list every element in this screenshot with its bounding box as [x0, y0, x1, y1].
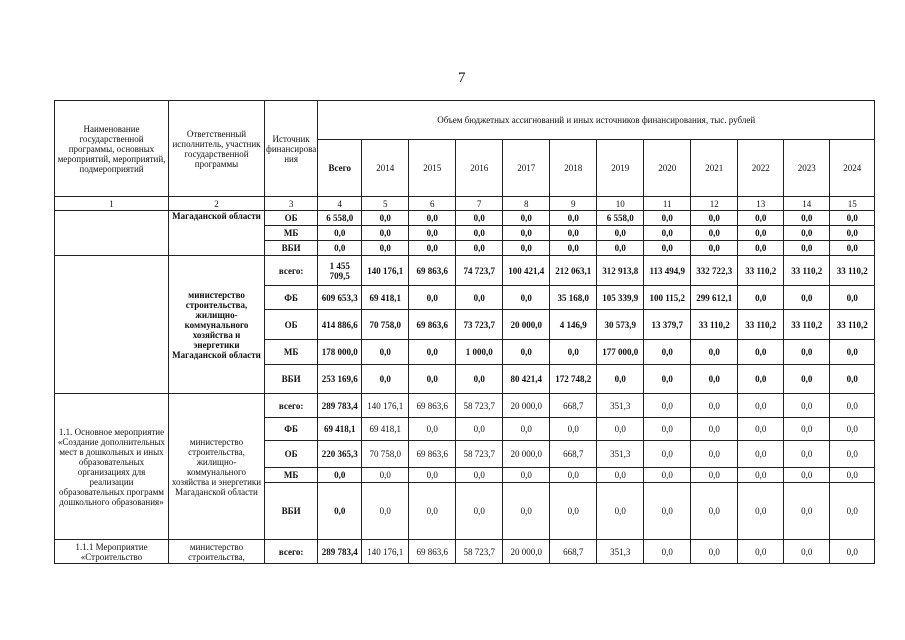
value-cell: 0,0	[738, 483, 784, 540]
value-cell: 0,0	[503, 286, 550, 310]
value-cell: 80 421,4	[503, 365, 550, 394]
value-cell: 0,0	[830, 211, 875, 226]
value-cell: 0,0	[691, 241, 738, 256]
value-cell: 0,0	[456, 211, 503, 226]
value-cell: 4 146,9	[550, 310, 597, 340]
value-cell: 0,0	[738, 394, 784, 418]
value-cell: 0,0	[738, 441, 784, 468]
item-name-cell: 1.1.1 Мероприятие «Строительство	[55, 540, 169, 564]
table-row	[55, 211, 875, 226]
value-cell: 289 783,4	[318, 394, 362, 418]
value-cell: 212 063,1	[550, 256, 597, 286]
column-number: 3	[265, 197, 318, 211]
value-cell: 0,0	[503, 418, 550, 441]
value-cell: 414 886,6	[318, 310, 362, 340]
value-cell: 0,0	[784, 483, 830, 540]
value-cell: 58 723,7	[456, 540, 503, 564]
value-cell: 351,3	[597, 441, 644, 468]
value-cell: 105 339,9	[597, 286, 644, 310]
value-cell: 73 723,7	[456, 310, 503, 340]
value-cell: 0,0	[784, 468, 830, 483]
value-cell: 69 863,6	[409, 540, 456, 564]
header-source: Источник финансирова ния	[265, 101, 318, 197]
value-cell: 0,0	[318, 241, 362, 256]
value-cell: 0,0	[362, 211, 409, 226]
value-cell: 220 365,3	[318, 441, 362, 468]
source-cell: МБ	[265, 340, 318, 365]
value-cell: 69 863,6	[409, 394, 456, 418]
value-cell: 0,0	[644, 468, 691, 483]
value-cell: 0,0	[738, 226, 784, 241]
value-cell: 0,0	[738, 211, 784, 226]
value-cell: 0,0	[409, 211, 456, 226]
value-cell: 351,3	[597, 540, 644, 564]
value-cell: 0,0	[830, 468, 875, 483]
value-cell: 0,0	[691, 441, 738, 468]
header-year: 2016	[456, 140, 503, 197]
value-cell: 0,0	[784, 441, 830, 468]
item-name-cell	[55, 256, 169, 394]
value-cell: 0,0	[738, 286, 784, 310]
value-cell: 100 115,2	[644, 286, 691, 310]
value-cell: 0,0	[644, 441, 691, 468]
value-cell: 0,0	[503, 241, 550, 256]
column-number: 4	[318, 197, 362, 211]
column-number: 15	[830, 197, 875, 211]
column-number: 1	[55, 197, 169, 211]
value-cell: 0,0	[597, 365, 644, 394]
value-cell: 140 176,1	[362, 394, 409, 418]
value-cell: 33 110,2	[830, 256, 875, 286]
value-cell: 0,0	[550, 418, 597, 441]
value-cell: 0,0	[830, 365, 875, 394]
value-cell: 69 863,6	[409, 310, 456, 340]
value-cell: 58 723,7	[456, 394, 503, 418]
value-cell: 0,0	[830, 340, 875, 365]
header-year: 2014	[362, 140, 409, 197]
header-name: Наименование государственной программы, основных мероприятий, мероприятий, подмероприятий	[55, 101, 169, 197]
value-cell: 0,0	[409, 365, 456, 394]
value-cell: 0,0	[691, 540, 738, 564]
source-cell: всего:	[265, 394, 318, 418]
item-name-cell: 1.1. Основное мероприятие «Создание дополнительных мест в дошкольных и иных образовательных организациях для реализации образовательных программ дошкольного образования»	[55, 394, 169, 540]
value-cell: 30 573,9	[597, 310, 644, 340]
value-cell: 172 748,2	[550, 365, 597, 394]
header-year: 2018	[550, 140, 597, 197]
value-cell: 0,0	[362, 226, 409, 241]
value-cell: 332 722,3	[691, 256, 738, 286]
value-cell: 33 110,2	[738, 256, 784, 286]
header-year: 2021	[691, 140, 738, 197]
value-cell: 69 418,1	[362, 418, 409, 441]
value-cell: 0,0	[691, 418, 738, 441]
column-number: 13	[738, 197, 784, 211]
value-cell: 140 176,1	[362, 540, 409, 564]
column-number: 8	[503, 197, 550, 211]
value-cell: 33 110,2	[691, 310, 738, 340]
value-cell: 0,0	[362, 365, 409, 394]
source-cell: ОБ	[265, 211, 318, 226]
value-cell: 0,0	[738, 468, 784, 483]
column-number: 14	[784, 197, 830, 211]
value-cell: 0,0	[456, 286, 503, 310]
value-cell: 0,0	[691, 483, 738, 540]
source-cell: ВБИ	[265, 483, 318, 540]
source-cell: ФБ	[265, 286, 318, 310]
value-cell: 0,0	[503, 226, 550, 241]
value-cell: 0,0	[691, 365, 738, 394]
value-cell: 0,0	[738, 540, 784, 564]
value-cell: 0,0	[830, 540, 875, 564]
source-cell: всего:	[265, 540, 318, 564]
value-cell: 0,0	[644, 483, 691, 540]
value-cell: 0,0	[503, 211, 550, 226]
value-cell: 20 000,0	[503, 441, 550, 468]
value-cell: 0,0	[691, 394, 738, 418]
header-volume: Объем бюджетных ассигнований и иных источников финансирования, тыс. рублей	[318, 101, 875, 140]
value-cell: 74 723,7	[456, 256, 503, 286]
header-year: 2020	[644, 140, 691, 197]
value-cell: 20 000,0	[503, 394, 550, 418]
value-cell: 0,0	[644, 211, 691, 226]
value-cell: 0,0	[597, 468, 644, 483]
responsible-cell: министерство строительства,	[169, 540, 265, 564]
value-cell: 100 421,4	[503, 256, 550, 286]
table-row	[55, 394, 875, 418]
value-cell: 289 783,4	[318, 540, 362, 564]
value-cell: 70 758,0	[362, 441, 409, 468]
value-cell: 0,0	[644, 241, 691, 256]
value-cell: 0,0	[644, 540, 691, 564]
value-cell: 0,0	[644, 226, 691, 241]
value-cell: 0,0	[318, 226, 362, 241]
value-cell: 0,0	[550, 226, 597, 241]
value-cell: 33 110,2	[830, 310, 875, 340]
header-responsible: Ответственный исполнитель, участник государственной программы	[169, 101, 265, 197]
value-cell: 0,0	[784, 211, 830, 226]
value-cell: 0,0	[409, 468, 456, 483]
value-cell: 69 418,1	[362, 286, 409, 310]
value-cell: 0,0	[456, 483, 503, 540]
value-cell: 0,0	[409, 340, 456, 365]
value-cell: 113 494,9	[644, 256, 691, 286]
value-cell: 70 758,0	[362, 310, 409, 340]
value-cell: 0,0	[691, 211, 738, 226]
value-cell: 0,0	[409, 226, 456, 241]
column-number: 7	[456, 197, 503, 211]
source-cell: ВБИ	[265, 365, 318, 394]
header-total: Всего	[318, 140, 362, 197]
value-cell: 0,0	[456, 365, 503, 394]
value-cell: 0,0	[784, 365, 830, 394]
value-cell: 35 168,0	[550, 286, 597, 310]
value-cell: 0,0	[784, 418, 830, 441]
item-name-cell	[55, 211, 169, 256]
value-cell: 668,7	[550, 394, 597, 418]
value-cell: 0,0	[456, 468, 503, 483]
column-number: 6	[409, 197, 456, 211]
value-cell: 0,0	[456, 241, 503, 256]
value-cell: 0,0	[691, 226, 738, 241]
column-number: 11	[644, 197, 691, 211]
value-cell: 0,0	[738, 365, 784, 394]
value-cell: 0,0	[738, 340, 784, 365]
value-cell: 0,0	[597, 483, 644, 540]
column-number: 12	[691, 197, 738, 211]
source-cell: ОБ	[265, 310, 318, 340]
value-cell: 299 612,1	[691, 286, 738, 310]
value-cell: 668,7	[550, 441, 597, 468]
value-cell: 0,0	[362, 483, 409, 540]
value-cell: 0,0	[597, 226, 644, 241]
value-cell: 177 000,0	[597, 340, 644, 365]
value-cell: 1 455 709,5	[318, 256, 362, 286]
value-cell: 0,0	[362, 340, 409, 365]
value-cell: 6 558,0	[597, 211, 644, 226]
value-cell: 0,0	[830, 241, 875, 256]
column-number: 2	[169, 197, 265, 211]
source-cell: ФБ	[265, 418, 318, 441]
value-cell: 0,0	[550, 241, 597, 256]
value-cell: 253 169,6	[318, 365, 362, 394]
column-number: 9	[550, 197, 597, 211]
responsible-cell: Магаданской области	[169, 211, 265, 256]
value-cell: 33 110,2	[738, 310, 784, 340]
source-cell: ВБИ	[265, 241, 318, 256]
value-cell: 0,0	[830, 226, 875, 241]
value-cell: 0,0	[456, 418, 503, 441]
value-cell: 0,0	[691, 468, 738, 483]
value-cell: 0,0	[784, 241, 830, 256]
value-cell: 33 110,2	[784, 256, 830, 286]
value-cell: 0,0	[503, 468, 550, 483]
value-cell: 0,0	[550, 468, 597, 483]
value-cell: 668,7	[550, 540, 597, 564]
value-cell: 0,0	[597, 241, 644, 256]
source-cell: МБ	[265, 468, 318, 483]
header-year: 2023	[784, 140, 830, 197]
value-cell: 0,0	[409, 418, 456, 441]
value-cell: 0,0	[738, 418, 784, 441]
value-cell: 0,0	[318, 483, 362, 540]
header-year: 2022	[738, 140, 784, 197]
value-cell: 0,0	[362, 468, 409, 483]
value-cell: 0,0	[409, 241, 456, 256]
value-cell: 0,0	[597, 418, 644, 441]
value-cell: 0,0	[644, 365, 691, 394]
value-cell: 0,0	[691, 340, 738, 365]
value-cell: 0,0	[830, 441, 875, 468]
value-cell: 0,0	[830, 286, 875, 310]
value-cell: 0,0	[550, 340, 597, 365]
value-cell: 0,0	[738, 241, 784, 256]
value-cell: 13 379,7	[644, 310, 691, 340]
financing-table	[54, 100, 875, 564]
column-number: 10	[597, 197, 644, 211]
value-cell: 0,0	[784, 340, 830, 365]
value-cell: 0,0	[784, 394, 830, 418]
table-row	[55, 256, 875, 286]
source-cell: МБ	[265, 226, 318, 241]
value-cell: 0,0	[644, 340, 691, 365]
value-cell: 58 723,7	[456, 441, 503, 468]
column-number: 5	[362, 197, 409, 211]
value-cell: 0,0	[644, 418, 691, 441]
value-cell: 69 418,1	[318, 418, 362, 441]
value-cell: 69 863,6	[409, 256, 456, 286]
value-cell: 69 863,6	[409, 441, 456, 468]
source-cell: ОБ	[265, 441, 318, 468]
value-cell: 0,0	[409, 483, 456, 540]
value-cell: 0,0	[550, 211, 597, 226]
value-cell: 6 558,0	[318, 211, 362, 226]
value-cell: 0,0	[550, 483, 597, 540]
value-cell: 351,3	[597, 394, 644, 418]
header-year: 2015	[409, 140, 456, 197]
header-year: 2017	[503, 140, 550, 197]
value-cell: 0,0	[503, 340, 550, 365]
value-cell: 33 110,2	[784, 310, 830, 340]
value-cell: 0,0	[503, 483, 550, 540]
value-cell: 0,0	[644, 394, 691, 418]
value-cell: 0,0	[318, 468, 362, 483]
value-cell: 1 000,0	[456, 340, 503, 365]
value-cell: 0,0	[362, 241, 409, 256]
responsible-cell: министерство строительства, жилищно-коммунального хозяйства и энергетики Магаданской области	[169, 256, 265, 394]
value-cell: 312 913,8	[597, 256, 644, 286]
value-cell: 0,0	[784, 540, 830, 564]
value-cell: 178 000,0	[318, 340, 362, 365]
header-year: 2019	[597, 140, 644, 197]
value-cell: 20 000,0	[503, 540, 550, 564]
value-cell: 0,0	[784, 226, 830, 241]
value-cell: 0,0	[830, 394, 875, 418]
value-cell: 20 000,0	[503, 310, 550, 340]
source-cell: всего:	[265, 256, 318, 286]
value-cell: 0,0	[456, 226, 503, 241]
value-cell: 0,0	[784, 286, 830, 310]
page-number: 7	[458, 70, 466, 86]
value-cell: 140 176,1	[362, 256, 409, 286]
value-cell: 0,0	[409, 286, 456, 310]
value-cell: 609 653,3	[318, 286, 362, 310]
value-cell: 0,0	[830, 418, 875, 441]
table-row	[55, 540, 875, 564]
responsible-cell: министерство строительства, жилищно-коммунального хозяйства и энергетики Магаданской области	[169, 394, 265, 540]
value-cell: 0,0	[830, 483, 875, 540]
header-year: 2024	[830, 140, 875, 197]
